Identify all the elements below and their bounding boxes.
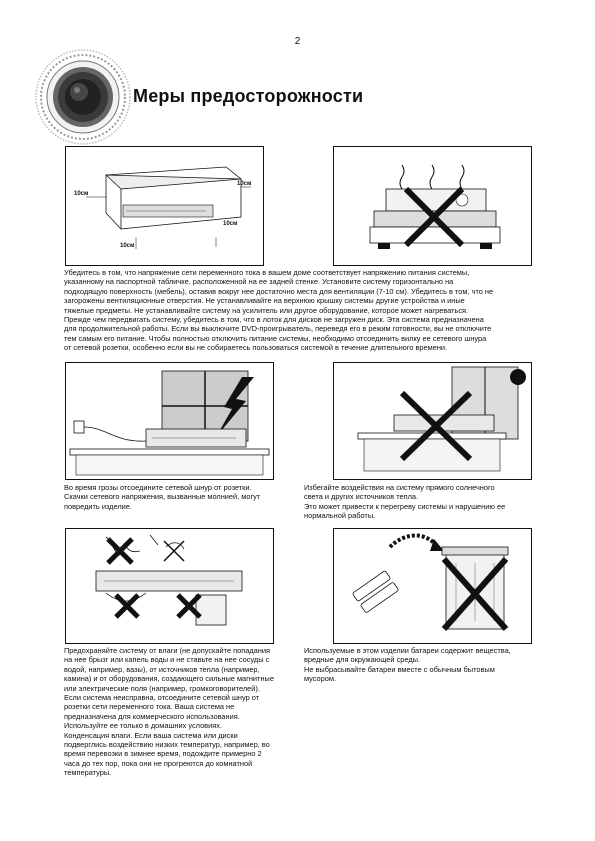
text-line: часа до тех пор, пока они не прогреются до комнатной [64, 758, 253, 768]
text-line: Скачки сетевого напряжения, вызванные молнией, могут [64, 492, 261, 502]
text-line: Это может привести к перегреву системы и нарушению ее [304, 501, 506, 511]
text-line: от сетевой розетки, особенно если вы не собираетесь пользоваться системой в течение длительного времени. [64, 343, 448, 353]
figure-storm [65, 362, 274, 480]
dimension-label-left: 10см [74, 191, 89, 197]
text-line: для продолжительной работы. Если вы выключите DVD-проигрыватель, переведя его в режим готовности, вы не отключите [64, 324, 492, 334]
text-line: Прежде чем передвигать систему, убедитесь в том, что в лоток для дисков не загружен диск. Эта система предназначена [64, 315, 484, 325]
paragraph-sunlight [304, 483, 554, 521]
batteries-illustration [334, 529, 531, 643]
page-title: Меры предосторожности [133, 86, 364, 106]
figure-batteries [333, 528, 532, 644]
text-line: мусором. [304, 674, 337, 684]
figure-no-stacking [333, 146, 532, 266]
text-line: нормальной работы. [304, 511, 376, 521]
moisture-illustration [66, 529, 273, 643]
text-line: предназначена для коммерческого использования. [64, 711, 240, 721]
text-line: тяжелые предметы. Не устанавливайте систему на усилитель или другое оборудование, которое может нагреваться. [64, 305, 469, 315]
paragraph-moisture [64, 646, 304, 778]
text-line: на нее брызг или капель воды и не ставьте на нее сосуды с [64, 655, 270, 665]
text-line: Не выбрасывайте батареи вместе с обычным бытовым [304, 664, 495, 674]
dimension-label-front: 10см [120, 243, 135, 249]
paragraph-storm [64, 483, 294, 511]
text-line: указанному на паспортной табличке, расположенной на ее задней стенке. Установите систему горизонтально на [64, 277, 454, 287]
text-line: Во время грозы отсоедините сетевой шнур от розетки. [64, 483, 252, 492]
page-number: 2 [294, 36, 301, 47]
no-stacking-illustration [334, 147, 531, 265]
dimension-label-back: 10см [223, 221, 238, 227]
speaker-logo-icon [34, 48, 132, 146]
text-line: Убедитесь в том, что напряжение сети переменного тока в вашем доме соответствует напряжению питания системы, [64, 268, 470, 277]
text-line: света и других источников тепла. [304, 492, 419, 502]
text-line: тем самым его питание. Чтобы полностью отключить питание системы, необходимо отсоединить вилку ее сетевого шнура [64, 333, 487, 343]
dimension-label-right: 10см [237, 181, 252, 187]
text-line: Предохраняйте систему от влаги (не допускайте попадания [64, 646, 270, 655]
text-line: розетки сети переменного тока. Ваша система не [64, 702, 235, 712]
text-line: Избегайте воздействия на систему прямого солнечного [304, 483, 495, 492]
figure-ventilation [65, 146, 264, 266]
text-line: температуры. [64, 768, 112, 778]
paragraph-batteries [304, 646, 554, 684]
text-line: Если система неисправна, отсоедините сетевой шнур от [64, 693, 260, 703]
text-line: время перевозки в зимнее время, подождите примерно 2 [64, 749, 262, 759]
storm-illustration [66, 363, 273, 479]
text-line: Используйте ее только в домашних условиях. [64, 721, 222, 731]
text-line: Используемые в этом изделии батареи содержит вещества, [304, 646, 511, 655]
text-line: или электрические поля (например, громкоговорителей). [64, 683, 260, 693]
text-line: вредные для окружающей среды. [304, 655, 421, 665]
paragraph-main [64, 268, 544, 353]
text-line: водой, например, вазы), от источников тепла (например, [64, 664, 260, 674]
ventilation-illustration [66, 147, 263, 265]
figure-sunlight [333, 362, 532, 480]
figure-moisture [65, 528, 274, 644]
text-line: подходящую поверхность (мебель), оставив вокруг нее достаточно места для вентиляции (7-10 см). Убедитесь в том, что не [64, 286, 494, 296]
sunlight-illustration [334, 363, 531, 479]
text-line: загорожены вентиляционные отверстия. Не устанавливайте на верхнюю крышку системы другие устройства и иные [64, 296, 465, 306]
text-line: подверглись воздействию низких температур, например, во [64, 740, 270, 750]
text-line: Конденсация влаги. Если ваша система или диски [64, 730, 238, 740]
text-line: повредить изделие. [64, 501, 132, 511]
text-line: камина) и от оборудования, создающего сильные магнитные [64, 674, 274, 684]
